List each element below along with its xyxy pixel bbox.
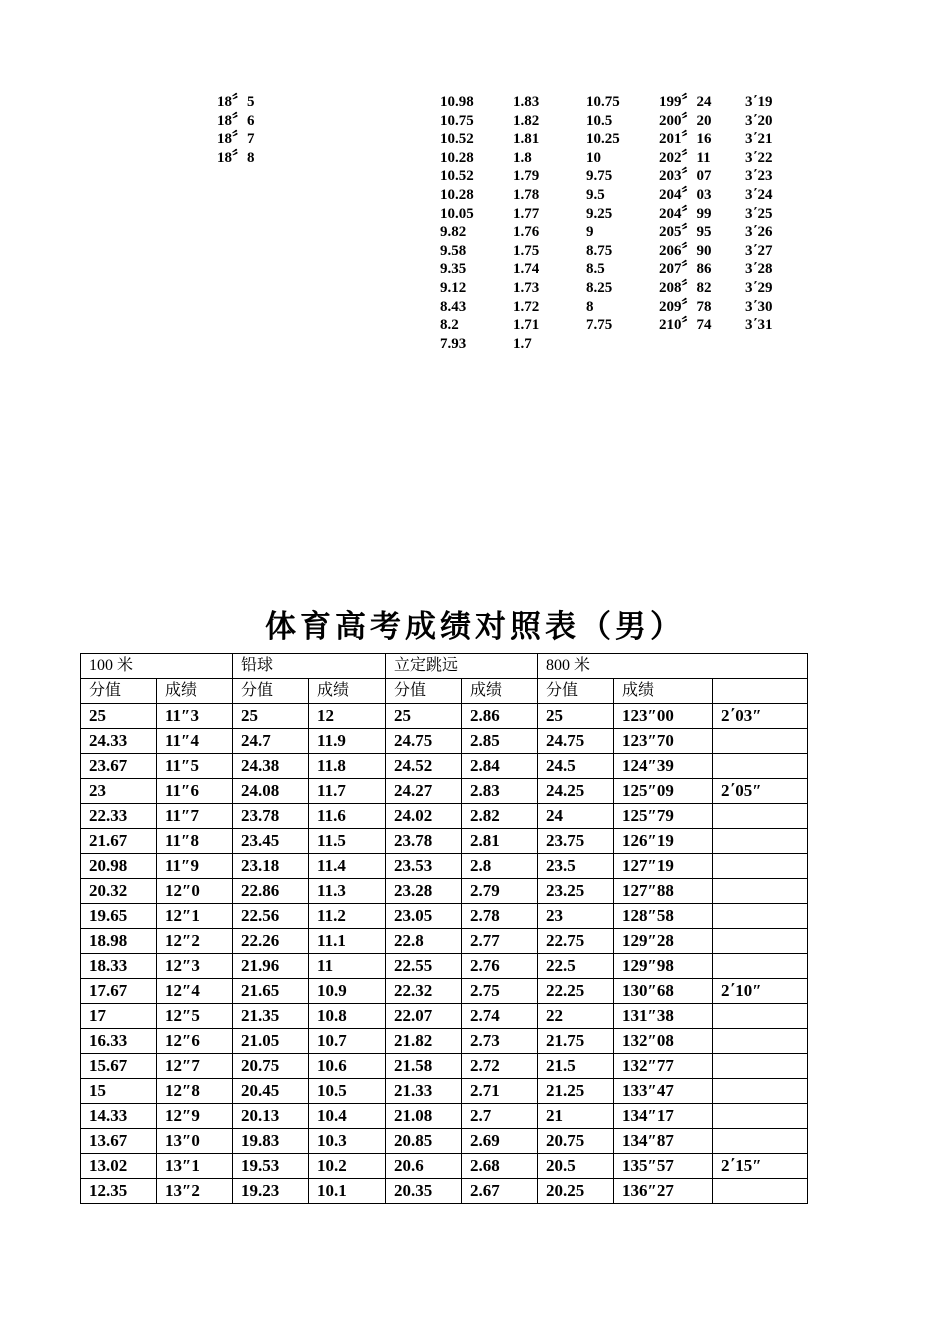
table-cell: 13.02: [81, 1154, 157, 1179]
table-cell: 24.7: [233, 729, 309, 754]
table-cell: 2΄10″: [713, 979, 808, 1004]
page-title: 体育高考成绩对照表（男）: [265, 609, 685, 645]
table-cell: 23.78: [233, 804, 309, 829]
table-cell: 22.25: [538, 979, 614, 1004]
list-item: 202〞11: [659, 149, 711, 166]
table-row: [81, 879, 808, 904]
table-cell: 2.78: [462, 904, 538, 929]
list-item: 18〞5: [217, 94, 255, 110]
subheader-row: [81, 679, 808, 704]
table-row: [81, 829, 808, 854]
list-item: 10.05: [440, 205, 474, 222]
list-item: 1.8: [513, 149, 532, 166]
table-cell: 2.77: [462, 929, 538, 954]
table-cell: [713, 1129, 808, 1154]
table-cell: [713, 1179, 808, 1204]
list-item: 9.82: [440, 224, 467, 241]
table-cell: 21.67: [81, 829, 157, 854]
table-cell: 12″3: [157, 954, 233, 979]
table-cell: 11.6: [309, 804, 386, 829]
table-cell: 22.8: [386, 929, 462, 954]
list-item: 3΄27: [745, 242, 773, 259]
table-cell: 12″9: [157, 1104, 233, 1129]
table-cell: 2.75: [462, 979, 538, 1004]
table-cell: 2΄15″: [713, 1154, 808, 1179]
table-cell: 21.25: [538, 1079, 614, 1104]
table-cell: 20.45: [233, 1079, 309, 1104]
table-cell: 23.18: [233, 854, 309, 879]
list-item: 1.75: [513, 242, 540, 259]
list-item: 200〞20: [659, 112, 712, 129]
list-item: 208〞82: [659, 279, 712, 296]
table-cell: 25: [538, 704, 614, 729]
list-item: 18〞6: [217, 112, 255, 129]
event-header-row: [81, 654, 808, 679]
table-cell: 21.33: [386, 1079, 462, 1104]
column-header: [713, 679, 808, 704]
table-row: [81, 1154, 808, 1179]
table-cell: 2.86: [462, 704, 538, 729]
top-column: [513, 93, 539, 353]
table-cell: 2.85: [462, 729, 538, 754]
list-item: 209〞78: [659, 298, 712, 315]
list-item: 8.75: [586, 242, 613, 259]
table-cell: 21.82: [386, 1029, 462, 1054]
table-cell: 128″58: [614, 904, 713, 929]
table-cell: 12″5: [157, 1004, 233, 1029]
table-cell: 23.78: [386, 829, 462, 854]
table-cell: 24.02: [386, 804, 462, 829]
table-cell: 11″4: [157, 729, 233, 754]
table-cell: 21: [538, 1104, 614, 1129]
table-cell: 12: [309, 704, 386, 729]
table-cell: 21.65: [233, 979, 309, 1004]
table-cell: 12″8: [157, 1079, 233, 1104]
table-cell: 13.67: [81, 1129, 157, 1154]
column-header: 分值: [233, 679, 309, 704]
table-cell: 133″47: [614, 1079, 713, 1104]
table-cell: 10.1: [309, 1179, 386, 1204]
list-item: 210〞74: [659, 317, 712, 334]
table-cell: 2.8: [462, 854, 538, 879]
event-header: 铅球: [233, 654, 386, 679]
table-cell: 134″17: [614, 1104, 713, 1129]
table-cell: 135″57: [614, 1154, 713, 1179]
table-cell: 23.45: [233, 829, 309, 854]
table-cell: 23.53: [386, 854, 462, 879]
table-cell: 20.75: [233, 1054, 309, 1079]
table-cell: 18.98: [81, 929, 157, 954]
list-item: 1.71: [513, 317, 540, 334]
table-cell: 2.71: [462, 1079, 538, 1104]
table-cell: 11.2: [309, 904, 386, 929]
table-cell: [713, 1029, 808, 1054]
table-cell: 21.5: [538, 1054, 614, 1079]
table-cell: 2.68: [462, 1154, 538, 1179]
table-cell: 134″87: [614, 1129, 713, 1154]
table-cell: 22.56: [233, 904, 309, 929]
table-cell: 25: [81, 704, 157, 729]
table-cell: 11.9: [309, 729, 386, 754]
list-item: 1.76: [513, 224, 540, 241]
table-cell: 23: [81, 779, 157, 804]
table-row: [81, 804, 808, 829]
list-item: 10.28: [440, 149, 474, 166]
table-row: [81, 979, 808, 1004]
table-cell: 19.65: [81, 904, 157, 929]
table-row: [81, 1004, 808, 1029]
table-cell: 20.6: [386, 1154, 462, 1179]
table-cell: 21.08: [386, 1104, 462, 1129]
list-item: 10.75: [440, 112, 474, 129]
score-table: [80, 653, 808, 1204]
table-cell: 21.05: [233, 1029, 309, 1054]
table-cell: 125″09: [614, 779, 713, 804]
top-column: [659, 93, 712, 335]
table-row: [81, 1179, 808, 1204]
table-cell: 136″27: [614, 1179, 713, 1204]
table-cell: 10.9: [309, 979, 386, 1004]
table-cell: 23.5: [538, 854, 614, 879]
table-cell: 19.53: [233, 1154, 309, 1179]
table-cell: 13″0: [157, 1129, 233, 1154]
list-item: 205〞95: [659, 224, 712, 241]
list-item: 10.25: [586, 131, 620, 148]
table-row: [81, 954, 808, 979]
table-cell: 15.67: [81, 1054, 157, 1079]
table-row: [81, 1054, 808, 1079]
table-cell: 24.25: [538, 779, 614, 804]
table-cell: 11″8: [157, 829, 233, 854]
top-column: [217, 93, 255, 167]
table-cell: 21.35: [233, 1004, 309, 1029]
list-item: 8.2: [440, 317, 459, 334]
table-cell: 24.75: [538, 729, 614, 754]
list-item: 9.58: [440, 242, 467, 259]
list-item: 3΄20: [745, 112, 773, 129]
column-header: 成绩: [614, 679, 713, 704]
list-item: 1.72: [513, 298, 540, 315]
table-cell: 130″68: [614, 979, 713, 1004]
table-cell: 18.33: [81, 954, 157, 979]
column-header: 成绩: [309, 679, 386, 704]
column-header: 成绩: [157, 679, 233, 704]
list-item: 9.35: [440, 261, 467, 278]
table-row: [81, 779, 808, 804]
table-cell: [713, 754, 808, 779]
list-item: 1.73: [513, 279, 540, 296]
list-item: 10.52: [440, 131, 474, 148]
table-cell: [713, 1104, 808, 1129]
list-item: 3΄24: [745, 186, 773, 203]
table-cell: 17: [81, 1004, 157, 1029]
table-cell: 11.4: [309, 854, 386, 879]
list-item: 8.25: [586, 279, 613, 296]
list-item: 3΄23: [745, 168, 773, 185]
table-row: [81, 1129, 808, 1154]
table-body: [81, 704, 808, 1204]
list-item: 9.12: [440, 279, 467, 296]
table-cell: 19.83: [233, 1129, 309, 1154]
top-column: [745, 93, 773, 335]
table-cell: 16.33: [81, 1029, 157, 1054]
table-cell: 23.05: [386, 904, 462, 929]
list-item: 8.43: [440, 298, 467, 315]
table-cell: 126″19: [614, 829, 713, 854]
list-item: 3΄21: [745, 131, 773, 148]
table-cell: 24.38: [233, 754, 309, 779]
table-cell: 11.1: [309, 929, 386, 954]
list-item: 10.75: [586, 94, 620, 110]
table-cell: 2.79: [462, 879, 538, 904]
table-cell: 22.07: [386, 1004, 462, 1029]
table-cell: 2.76: [462, 954, 538, 979]
table-cell: 21.75: [538, 1029, 614, 1054]
table-cell: 21.58: [386, 1054, 462, 1079]
list-item: 1.78: [513, 186, 540, 203]
table-cell: 2΄05″: [713, 779, 808, 804]
table-cell: [713, 929, 808, 954]
table-cell: 11.3: [309, 879, 386, 904]
table-cell: 12″2: [157, 929, 233, 954]
table-cell: 10.8: [309, 1004, 386, 1029]
table-cell: 23.67: [81, 754, 157, 779]
table-cell: 24.33: [81, 729, 157, 754]
list-item: 3΄30: [745, 298, 773, 315]
list-item: 1.77: [513, 205, 540, 222]
table-cell: [713, 1004, 808, 1029]
table-cell: 2΄03″: [713, 704, 808, 729]
list-item: 3΄31: [745, 317, 773, 334]
table-cell: 10.5: [309, 1079, 386, 1104]
table-cell: 17.67: [81, 979, 157, 1004]
table-cell: 19.23: [233, 1179, 309, 1204]
table-cell: 12″7: [157, 1054, 233, 1079]
table-cell: 23.28: [386, 879, 462, 904]
column-header: 成绩: [462, 679, 538, 704]
table-cell: 123″70: [614, 729, 713, 754]
list-item: 1.81: [513, 131, 540, 148]
list-item: 7.75: [586, 317, 613, 334]
list-item: 9: [586, 224, 594, 241]
list-item: 10.52: [440, 168, 474, 185]
table-cell: 10.4: [309, 1104, 386, 1129]
table-cell: [713, 854, 808, 879]
table-cell: 22.26: [233, 929, 309, 954]
table-cell: 13″2: [157, 1179, 233, 1204]
list-item: 10.98: [440, 94, 474, 110]
table-cell: 11″5: [157, 754, 233, 779]
table-cell: 24.27: [386, 779, 462, 804]
table-cell: 11″7: [157, 804, 233, 829]
table-cell: 129″98: [614, 954, 713, 979]
table-cell: 11″3: [157, 704, 233, 729]
event-header: 立定跳远: [386, 654, 538, 679]
list-item: 10.5: [586, 112, 613, 129]
table-cell: 10.2: [309, 1154, 386, 1179]
table-cell: 11: [309, 954, 386, 979]
table-cell: [713, 1054, 808, 1079]
table-cell: 10.7: [309, 1029, 386, 1054]
table-cell: 12″4: [157, 979, 233, 1004]
table-cell: 123″00: [614, 704, 713, 729]
list-item: 8: [586, 298, 594, 315]
table-row: [81, 704, 808, 729]
list-item: 204〞99: [659, 205, 712, 222]
table-cell: 11.7: [309, 779, 386, 804]
table-cell: 2.83: [462, 779, 538, 804]
event-header: 800 米: [538, 654, 808, 679]
table-cell: 22.33: [81, 804, 157, 829]
list-item: 3΄28: [745, 261, 773, 278]
table-cell: 22.86: [233, 879, 309, 904]
table-cell: 2.74: [462, 1004, 538, 1029]
table-cell: 127″19: [614, 854, 713, 879]
list-item: 18〞7: [217, 131, 255, 148]
table-row: [81, 729, 808, 754]
list-item: 204〞03: [659, 186, 712, 203]
table-cell: 2.69: [462, 1129, 538, 1154]
list-item: 201〞16: [659, 131, 712, 148]
table-cell: 12″0: [157, 879, 233, 904]
table-cell: 125″79: [614, 804, 713, 829]
table-cell: [713, 904, 808, 929]
table-cell: 10.6: [309, 1054, 386, 1079]
list-item: 3΄29: [745, 279, 773, 296]
table-row: [81, 1029, 808, 1054]
list-item: 18〞8: [217, 149, 255, 166]
table-cell: 2.72: [462, 1054, 538, 1079]
table-cell: 22.5: [538, 954, 614, 979]
table-cell: 22.32: [386, 979, 462, 1004]
table-cell: 23.25: [538, 879, 614, 904]
event-header: 100 米: [81, 654, 233, 679]
table-cell: 22: [538, 1004, 614, 1029]
table-cell: 20.85: [386, 1129, 462, 1154]
table-cell: 11.8: [309, 754, 386, 779]
list-item: 3΄22: [745, 149, 773, 166]
table-cell: 2.84: [462, 754, 538, 779]
list-item: 203〞07: [659, 168, 712, 185]
list-item: 9.75: [586, 168, 613, 185]
table-row: [81, 1079, 808, 1104]
list-item: 9.5: [586, 186, 605, 203]
list-item: 3΄19: [745, 94, 773, 110]
table-cell: 25: [233, 704, 309, 729]
table-cell: 12.35: [81, 1179, 157, 1204]
table-cell: 132″08: [614, 1029, 713, 1054]
list-item: 10.28: [440, 186, 474, 203]
table-cell: 131″38: [614, 1004, 713, 1029]
table-cell: 2.67: [462, 1179, 538, 1204]
table-cell: 24: [538, 804, 614, 829]
table-cell: 22.55: [386, 954, 462, 979]
table-cell: 2.82: [462, 804, 538, 829]
table-cell: 23.75: [538, 829, 614, 854]
table-cell: 11.5: [309, 829, 386, 854]
list-item: 1.74: [513, 261, 540, 278]
table-row: [81, 929, 808, 954]
table-row: [81, 854, 808, 879]
list-item: 8.5: [586, 261, 605, 278]
table-cell: [713, 804, 808, 829]
table-cell: 20.75: [538, 1129, 614, 1154]
table-cell: [713, 954, 808, 979]
table-cell: 11″6: [157, 779, 233, 804]
table-cell: 20.35: [386, 1179, 462, 1204]
table-cell: [713, 879, 808, 904]
table-cell: 15: [81, 1079, 157, 1104]
table-cell: 20.25: [538, 1179, 614, 1204]
table-row: [81, 1104, 808, 1129]
table-cell: 124″39: [614, 754, 713, 779]
list-item: 1.79: [513, 168, 540, 185]
list-item: 199〞24: [659, 94, 712, 110]
table-cell: 22.75: [538, 929, 614, 954]
list-item: 3΄26: [745, 224, 773, 241]
table-cell: 2.7: [462, 1104, 538, 1129]
table-cell: 24.08: [233, 779, 309, 804]
table-cell: 12″6: [157, 1029, 233, 1054]
table-cell: 23: [538, 904, 614, 929]
list-item: 206〞90: [659, 242, 712, 259]
list-item: 3΄25: [745, 205, 773, 222]
column-header: 分值: [538, 679, 614, 704]
table-cell: 12″1: [157, 904, 233, 929]
table-cell: 127″88: [614, 879, 713, 904]
table-cell: 129″28: [614, 929, 713, 954]
table-cell: 20.5: [538, 1154, 614, 1179]
top-column: [440, 93, 474, 353]
column-header: 分值: [386, 679, 462, 704]
table-cell: 20.98: [81, 854, 157, 879]
table-cell: [713, 829, 808, 854]
table-cell: 20.32: [81, 879, 157, 904]
table-cell: [713, 1079, 808, 1104]
table-cell: 24.5: [538, 754, 614, 779]
table-cell: 132″77: [614, 1054, 713, 1079]
table-cell: 2.73: [462, 1029, 538, 1054]
list-item: 7.93: [440, 335, 467, 352]
list-item: 9.25: [586, 205, 613, 222]
table-cell: 10.3: [309, 1129, 386, 1154]
column-header: 分值: [81, 679, 157, 704]
table-cell: 2.81: [462, 829, 538, 854]
table-row: [81, 904, 808, 929]
list-item: 1.82: [513, 112, 540, 129]
table-cell: 24.52: [386, 754, 462, 779]
table-cell: 11″9: [157, 854, 233, 879]
top-column: [586, 93, 620, 335]
table-cell: 14.33: [81, 1104, 157, 1129]
list-item: 1.83: [513, 94, 540, 110]
list-item: 10: [586, 149, 601, 166]
table-cell: 21.96: [233, 954, 309, 979]
table-cell: 25: [386, 704, 462, 729]
table-row: [81, 754, 808, 779]
table-cell: 13″1: [157, 1154, 233, 1179]
table-cell: [713, 729, 808, 754]
table-cell: 20.13: [233, 1104, 309, 1129]
list-item: 1.7: [513, 335, 532, 352]
table-cell: 24.75: [386, 729, 462, 754]
list-item: 207〞86: [659, 261, 712, 278]
